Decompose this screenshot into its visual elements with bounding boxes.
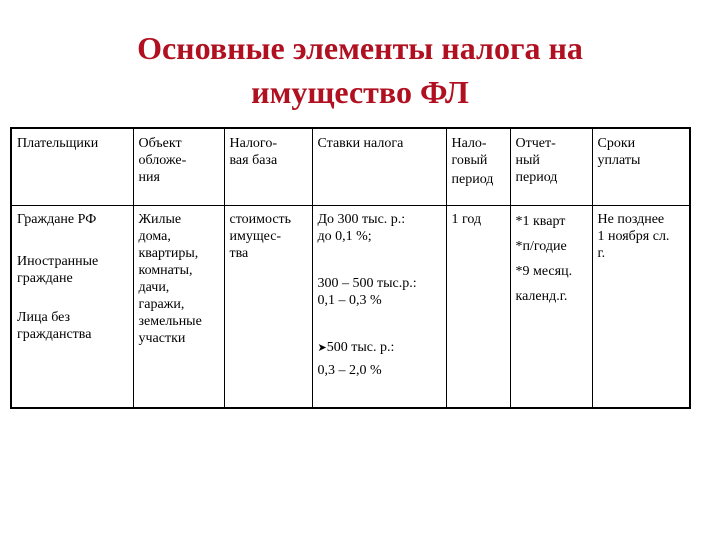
base-line: имущес- xyxy=(229,229,282,244)
header-report-period-line: период xyxy=(515,170,558,185)
header-object-line: Объект xyxy=(138,136,182,151)
rate-line: 500 тыс. р.: xyxy=(326,340,395,355)
header-base-line: вая база xyxy=(229,153,278,168)
object-line: земельные xyxy=(138,314,202,329)
object-line: участки xyxy=(138,331,186,346)
slide-title-line-2: имущество ФЛ xyxy=(251,74,469,110)
cell-report-period xyxy=(510,206,592,409)
rate-line: До 300 тыс. р.: xyxy=(317,212,406,227)
header-base-line: Налого- xyxy=(229,136,277,151)
object-line: квартиры, xyxy=(138,246,199,261)
report-period-item: *9 месяц. xyxy=(515,264,573,279)
header-object-line: обложе- xyxy=(138,153,187,168)
header-due-line: уплаты xyxy=(597,153,641,168)
rate-line-with-bullet xyxy=(318,339,441,356)
due-line: 1 ноября сл. xyxy=(597,229,670,244)
object-line: гаражи, xyxy=(138,297,185,312)
slide-title-line-1: Основные элементы налога на xyxy=(137,30,583,66)
base-line: тва xyxy=(229,246,249,261)
header-due-line: Сроки xyxy=(597,136,636,151)
header-tax-period-line: период xyxy=(451,172,494,187)
report-period-item: *1 кварт xyxy=(515,214,566,229)
report-period-item: *п/годие xyxy=(515,239,567,254)
header-payers-text: Плательщики xyxy=(17,136,99,151)
rate-line: до 0,1 %; xyxy=(317,229,372,244)
header-payers xyxy=(11,128,133,206)
object-line: дачи, xyxy=(138,280,170,295)
slide-title xyxy=(0,26,720,114)
cell-object xyxy=(133,206,224,409)
rate-line: 0,3 – 2,0 % xyxy=(317,363,382,378)
rate-line: 300 – 500 тыс.р.: xyxy=(317,276,417,291)
header-report-period xyxy=(510,128,592,206)
header-rates xyxy=(312,128,446,206)
table-row xyxy=(11,206,690,409)
tax-elements-table xyxy=(10,127,691,409)
header-report-period-line: Отчет- xyxy=(515,136,556,151)
due-line: г. xyxy=(597,246,606,261)
header-tax-base xyxy=(224,128,312,206)
header-object-line: ния xyxy=(138,170,160,185)
cell-tax-base xyxy=(224,206,312,409)
rate-line: 0,1 – 0,3 % xyxy=(317,293,382,308)
payer-item: Граждане РФ xyxy=(17,212,97,227)
cell-payers xyxy=(11,206,133,409)
table-header-row xyxy=(11,128,690,206)
tax-period-value: 1 год xyxy=(451,212,482,227)
header-tax-period xyxy=(446,128,510,206)
header-rates-text: Ставки налога xyxy=(317,136,404,151)
arrow-bullet-icon: ➤ xyxy=(317,341,327,354)
object-line: Жилые xyxy=(138,212,182,227)
header-report-period-line: ный xyxy=(515,153,540,168)
header-tax-period-line: Нало- xyxy=(451,136,487,151)
report-period-item: календ.г. xyxy=(515,289,568,304)
payer-item: Иностранные граждане xyxy=(17,254,99,286)
cell-due-date xyxy=(592,206,690,409)
object-line: дома, xyxy=(138,229,171,244)
header-tax-period-line: говый xyxy=(451,153,488,168)
base-line: стоимость xyxy=(229,212,292,227)
cell-tax-period xyxy=(446,206,510,409)
due-line: Не позднее xyxy=(597,212,665,227)
cell-rates xyxy=(312,206,446,409)
object-line: комнаты, xyxy=(138,263,193,278)
payer-item: Лица без гражданства xyxy=(17,310,92,342)
header-due-date xyxy=(592,128,690,206)
header-object xyxy=(133,128,224,206)
